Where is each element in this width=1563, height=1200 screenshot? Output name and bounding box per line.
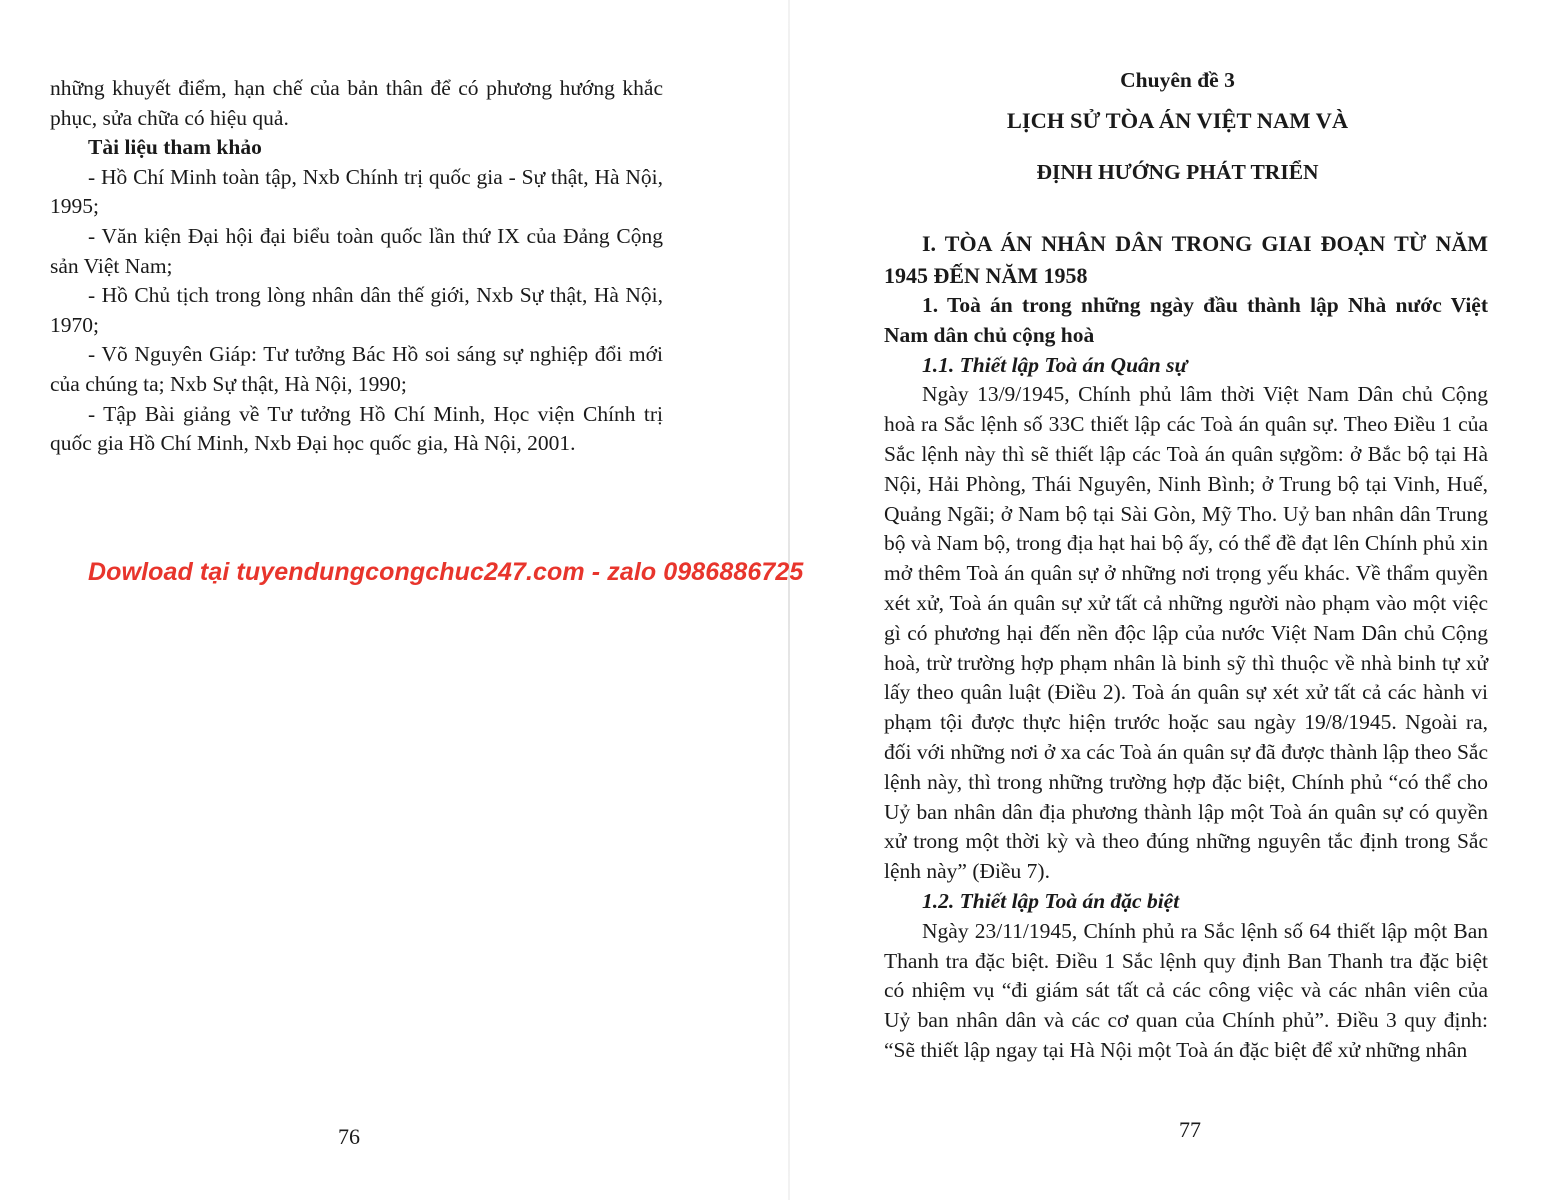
chapter-title-line-1: LỊCH SỬ TÒA ÁN VIỆT NAM VÀ <box>1006 108 1349 133</box>
topic-heading: Chuyên đề 3 <box>1120 68 1235 92</box>
paragraph: Ngày 23/11/1945, Chính phủ ra Sắc lệnh số 64 thiết lập một Ban Thanh tra đặc biệt. Điều 1 Sắc lệnh quy định Ban Thanh tra đặc biệt có nhiệm vụ “đi giám sát tất cả các công việc và các nhân viên của Uỷ ban nhân dân và các cơ quan của Chính phủ”. Điều 3 quy định: “Sẽ thiết lập ngay tại Hà Nội một Toà án đặc biệt để xử những nhân <box>884 918 1488 1062</box>
book-gutter <box>788 0 790 1200</box>
chapter-title-line-2: ĐỊNH HƯỚNG PHÁT TRIỂN <box>1036 160 1319 184</box>
right-page-text <box>884 228 1488 1066</box>
reference-item: - Hồ Chí Minh toàn tập, Nxb Chính trị quốc gia - Sự thật, Hà Nội, 1995; <box>50 164 663 219</box>
page-number: 76 <box>338 1124 360 1149</box>
section-heading: I. TÒA ÁN NHÂN DÂN TRONG GIAI ĐOẠN TỪ NĂM 1945 ĐẾN NĂM 1958 <box>884 231 1488 288</box>
left-page-text <box>50 74 663 459</box>
subsubsection-heading: 1.1. Thiết lập Toà án Quân sự <box>922 352 1188 377</box>
reference-item: - Văn kiện Đại hội đại biểu toàn quốc lần thứ IX của Đảng Cộng sản Việt Nam; <box>50 223 663 278</box>
reference-item: - Hồ Chủ tịch trong lòng nhân dân thế giới, Nxb Sự thật, Hà Nội, 1970; <box>50 283 663 337</box>
watermark-link: Dowload tại tuyendungcongchuc247.com - zalo 0986886725 <box>88 558 804 586</box>
paragraph: Ngày 13/9/1945, Chính phủ lâm thời Việt Nam Dân chủ Cộng hoà ra Sắc lệnh số 33C thiết lập các Toà án quân sự. Theo Điều 1 của Sắc lệnh này thì sẽ thiết lập các Toà án quân sựgồm: ở Bắc bộ tại Hà Nội, Hải Phòng, Thái Nguyên, Ninh Bình; ở Trung bộ tại Vinh, Huế, Quảng Ngãi; ở Nam bộ tại Sài Gòn, Mỹ Tho. Uỷ ban nhân dân Trung bộ và Nam bộ, trong địa hạt hai bộ ấy, có thể đề đạt lên Chính phủ xin mở thêm Toà án quân sự ở những nơi trọng yếu khác. Về thẩm quyền xét xử, Toà án quân sự xử tất cả những người nào phạm vào một việc gì có phương hại đến nền độc lập của nước Việt Nam Dân chủ Cộng hoà, trừ trường hợp phạm nhân là binh sỹ thì thuộc về nhà binh tự xử lấy theo quân luật (Điều 2). Toà án quân sự xét xử tất cả các hành vi phạm tội được thực hiện trước hoặc sau ngày 19/8/1945. Ngoài ra, đối với những nơi ở xa các Toà án quân sự đã được thành lập theo Sắc lệnh này, thì trong những trường hợp đặc biệt, Chính phủ “có thể cho Uỷ ban nhân dân địa phương thành lập một Toà án quân sự có quyền xử trong một thời kỳ và theo đúng những nguyên tắc định trong Sắc lệnh này” (Điều 7). <box>884 382 1488 884</box>
page-number: 77 <box>1179 1117 1201 1142</box>
references-heading: Tài liệu tham khảo <box>88 135 262 160</box>
reference-item: - Võ Nguyên Giáp: Tư tưởng Bác Hồ soi sáng sự nghiệp đổi mới của chúng ta; Nxb Sự thật, Hà Nội, 1990; <box>50 342 663 396</box>
reference-item: - Tập Bài giảng về Tư tưởng Hồ Chí Minh, Học viện Chính trị quốc gia Hồ Chí Minh, Nxb Đại học quốc gia, Hà Nội, 2001. <box>50 401 663 456</box>
subsubsection-heading: 1.2. Thiết lập Toà án đặc biệt <box>922 888 1180 913</box>
right-page <box>792 0 1563 1200</box>
subsection-heading: 1. Toà án trong những ngày đầu thành lập Nhà nước Việt Nam dân chủ cộng hoà <box>884 293 1488 347</box>
paragraph: những khuyết điểm, hạn chế của bản thân để có phương hướng khắc phục, sửa chữa có hiệu quả. <box>50 76 663 130</box>
